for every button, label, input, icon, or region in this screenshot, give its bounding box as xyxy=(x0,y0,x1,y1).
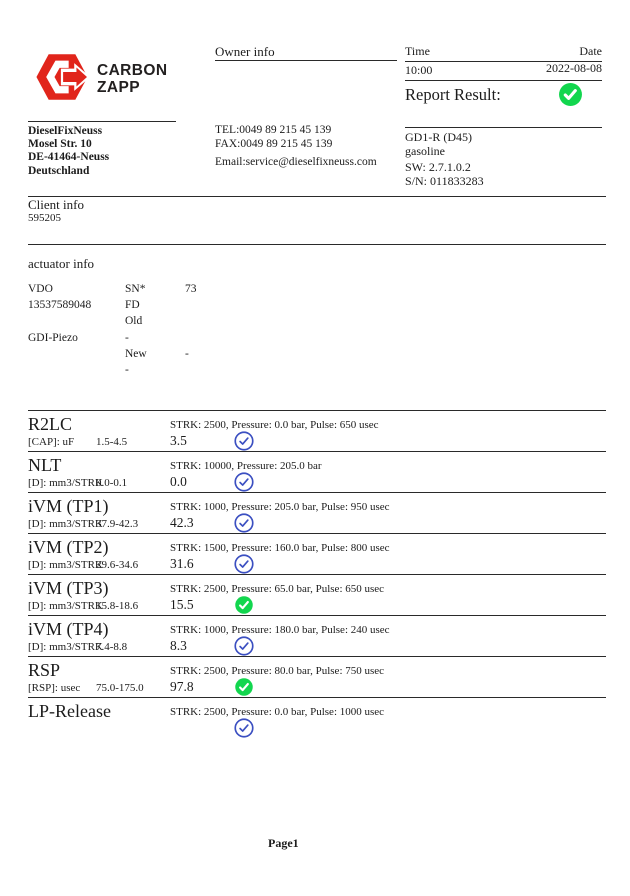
brand-header xyxy=(34,52,167,107)
actuator-info-label: actuator info xyxy=(28,256,95,271)
test-unit: [D]: mm3/STRK xyxy=(28,559,103,571)
actuator-row xyxy=(28,332,328,348)
test-range: 29.6-34.6 xyxy=(96,559,139,571)
owner-name: DieselFixNeuss xyxy=(28,125,103,137)
pass-check-icon xyxy=(234,636,254,656)
test-params: STRK: 1000, Pressure: 180.0 bar, Pulse: 240 usec xyxy=(170,624,390,636)
test-range: 0.0-0.1 xyxy=(96,477,128,489)
report-result-pass-icon xyxy=(558,82,583,107)
logo-line1: CARBON xyxy=(97,62,168,79)
carbonzapp-logo-icon xyxy=(34,52,90,107)
actuator-cell: SN* xyxy=(125,283,146,295)
test-value: 0.0 xyxy=(170,474,187,489)
test-name: NLT xyxy=(28,455,62,475)
actuator-cell: New xyxy=(125,347,147,360)
test-name: iVM (TP3) xyxy=(28,578,109,598)
owner-country: Deutschland xyxy=(28,164,90,177)
test-row xyxy=(28,410,606,451)
client-info-label: Client info xyxy=(28,197,84,212)
test-value: 8.3 xyxy=(170,638,187,653)
actuator-cell: VDO xyxy=(28,283,53,295)
test-name: iVM (TP2) xyxy=(28,537,109,557)
time-label: Time xyxy=(405,44,430,58)
test-range: 37.9-42.3 xyxy=(96,518,139,530)
machine-block xyxy=(405,131,484,188)
actuator-cell: 13537589048 xyxy=(28,299,92,312)
logo-wordmark xyxy=(97,63,167,96)
test-value: 42.3 xyxy=(170,515,194,530)
test-unit: [D]: mm3/STRK xyxy=(28,600,103,612)
test-range: 7.4-8.8 xyxy=(96,641,128,653)
test-unit: [D]: mm3/STRK xyxy=(28,641,103,653)
machine-sw: SW: 2.7.1.0.2 xyxy=(405,160,471,174)
owner-address-block xyxy=(28,125,109,178)
date-label: Date xyxy=(579,44,602,58)
owner-info-label: Owner info xyxy=(215,44,275,59)
test-params: STRK: 2500, Pressure: 65.0 bar, Pulse: 650 usec xyxy=(170,583,385,595)
actuator-cell: FD xyxy=(125,299,140,312)
test-params: STRK: 10000, Pressure: 205.0 bar xyxy=(170,460,322,472)
time-value: 10:00 xyxy=(405,63,433,77)
logo-line2: ZAPP xyxy=(97,78,140,96)
pass-check-icon xyxy=(234,677,254,697)
owner-fax: FAX:0049 89 215 45 139 xyxy=(215,137,333,150)
pass-check-icon xyxy=(234,554,254,574)
actuator-row xyxy=(28,364,328,380)
pass-check-icon xyxy=(234,513,254,533)
test-row xyxy=(28,615,606,656)
test-row xyxy=(28,697,606,738)
page-number: Page1 xyxy=(268,836,299,850)
test-value: 3.5 xyxy=(170,433,187,448)
owner-info-divider xyxy=(215,60,397,61)
owner-city: DE-41464-Neuss xyxy=(28,151,110,164)
actuator-cell: 73 xyxy=(185,283,197,295)
actuator-row xyxy=(28,299,328,315)
test-name: RSP xyxy=(28,660,61,680)
test-name: iVM (TP1) xyxy=(28,496,109,516)
machine-fuel: gasoline xyxy=(405,143,445,158)
test-row xyxy=(28,656,606,697)
actuator-row xyxy=(28,283,328,299)
actuator-section-divider xyxy=(28,244,606,245)
test-row xyxy=(28,451,606,492)
owner-email: Email:service@dieselfixneuss.com xyxy=(215,156,377,168)
owner-street: Mosel Str. 10 xyxy=(28,138,92,151)
test-value: 97.8 xyxy=(170,679,194,694)
pass-check-icon xyxy=(234,431,254,451)
test-name: iVM (TP4) xyxy=(28,619,109,639)
machine-divider xyxy=(405,127,602,128)
date-value: 2022-08-08 xyxy=(546,61,602,75)
test-params: STRK: 1500, Pressure: 160.0 bar, Pulse: 800 usec xyxy=(170,542,390,554)
test-unit: [CAP]: uF xyxy=(28,436,75,448)
test-value: 15.5 xyxy=(170,597,194,612)
test-range: 1.5-4.5 xyxy=(96,436,128,448)
client-section-divider xyxy=(28,196,606,197)
test-range: 15.8-18.6 xyxy=(96,600,139,612)
client-id: 595205 xyxy=(28,212,61,224)
test-unit: [D]: mm3/STRK xyxy=(28,477,103,489)
test-value: 31.6 xyxy=(170,556,194,571)
test-unit: [RSP]: usec xyxy=(28,682,81,694)
time-date-block xyxy=(405,44,602,81)
test-name: R2LC xyxy=(28,414,73,434)
actuator-table xyxy=(28,283,328,380)
test-params: STRK: 2500, Pressure: 0.0 bar, Pulse: 650 usec xyxy=(170,419,379,431)
pass-check-icon xyxy=(234,718,254,738)
test-unit: [D]: mm3/STRK xyxy=(28,518,103,530)
actuator-cell: GDI-Piezo xyxy=(28,331,78,344)
address-divider xyxy=(28,121,176,122)
actuator-cell: Old xyxy=(125,315,143,328)
test-row xyxy=(28,533,606,574)
owner-contact-block xyxy=(215,124,377,170)
actuator-cell: - xyxy=(185,347,189,360)
actuator-row xyxy=(28,348,328,364)
pass-check-icon xyxy=(234,595,254,615)
report-result-label: Report Result: xyxy=(405,85,501,104)
owner-tel: TEL:0049 89 215 45 139 xyxy=(215,124,332,136)
pass-check-icon xyxy=(234,472,254,492)
test-params: STRK: 2500, Pressure: 0.0 bar, Pulse: 1000 usec xyxy=(170,706,385,718)
actuator-cell: - xyxy=(125,363,129,376)
machine-sn: S/N: 011833283 xyxy=(405,173,484,188)
machine-model: GD1-R (D45) xyxy=(405,130,472,144)
test-row xyxy=(28,574,606,615)
test-range: 75.0-175.0 xyxy=(96,682,144,694)
test-name: LP-Release xyxy=(28,701,111,721)
test-params: STRK: 1000, Pressure: 205.0 bar, Pulse: 950 usec xyxy=(170,501,390,513)
test-row xyxy=(28,492,606,533)
test-params: STRK: 2500, Pressure: 80.0 bar, Pulse: 750 usec xyxy=(170,665,385,677)
tests-table xyxy=(28,410,606,738)
actuator-row xyxy=(28,315,328,331)
actuator-cell: - xyxy=(125,331,129,344)
